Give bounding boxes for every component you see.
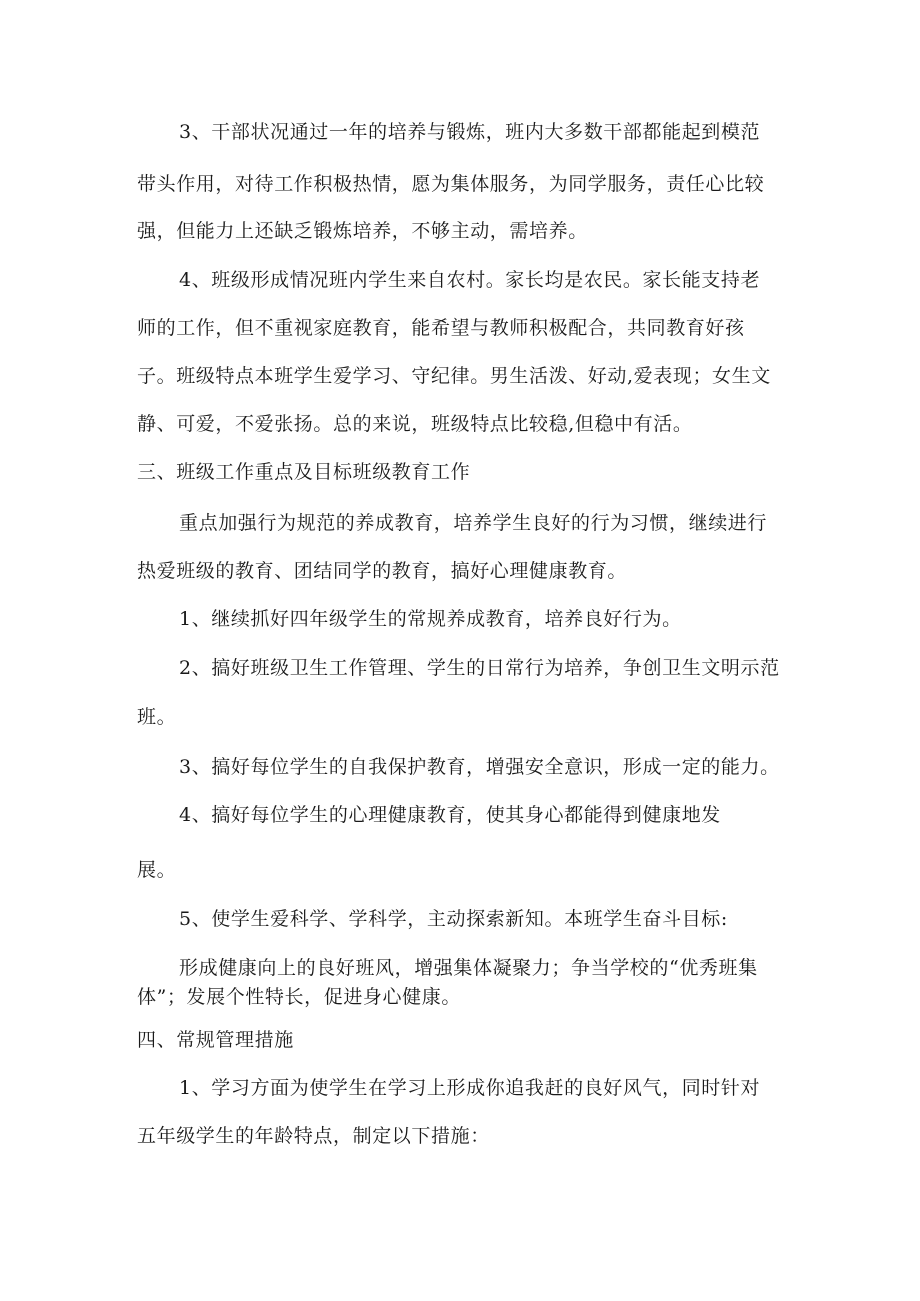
list-item: 4、搞好每位学生的心理健康教育，使其身心都能得到健康地发: [179, 804, 721, 826]
list-item: 2、搞好班级卫生工作管理、学生的日常行为培养，争创卫生文明示范: [179, 657, 780, 679]
paragraph-line: 重点加强行为规范的养成教育，培养学生良好的行为习惯，继续进行: [179, 512, 768, 534]
list-item: 3、搞好每位学生的自我保护教育，增强安全意识，形成一定的能力。: [179, 756, 780, 778]
paragraph-line: 班。: [137, 706, 177, 728]
paragraph-line: 展。: [137, 859, 177, 881]
paragraph-line: 静、可爱，不爱张扬。总的来说，班级特点比较稳,但稳中有活。: [137, 413, 693, 435]
list-item: 1、继续抓好四年级学生的常规养成教育，培养良好行为。: [179, 608, 682, 630]
paragraph-line: 带头作用，对待工作积极热情，愿为集体服务，为同学服务，责任心比较: [137, 173, 765, 195]
paragraph-line: 强，但能力上还缺乏锻炼培养，不够主动，需培养。: [137, 220, 588, 242]
list-item: 1、学习方面为使学生在学习上形成你追我赶的良好风气，同时针对: [179, 1077, 761, 1099]
section-heading: 三、班级工作重点及目标班级教育工作: [137, 461, 471, 483]
paragraph-line: 五年级学生的年龄特点，制定以下措施：: [137, 1125, 490, 1147]
paragraph-line: 子。班级特点本班学生爱学习、守纪律。男生活泼、好动,爱表现；女生文: [137, 365, 771, 387]
paragraph-line: 4、班级形成情况班内学生来自农村。家长均是农民。家长能支持老: [179, 269, 761, 291]
paragraph-line: 形成健康向上的良好班风，增强集体凝聚力；争当学校的“优秀班集: [179, 957, 758, 979]
list-item: 5、使学生爱科学、学科学，主动探索新知。本班学生奋斗目标:: [179, 908, 728, 930]
paragraph-line: 热爱班级的教育、团结同学的教育，搞好心理健康教育。: [137, 560, 628, 582]
section-heading: 四、常规管理措施: [137, 1029, 294, 1051]
paragraph-line: 3、干部状况通过一年的培养与锻炼，班内大多数干部都能起到模范: [179, 121, 761, 143]
paragraph-line: 师的工作，但不重视家庭教育，能希望与教师积极配合，共同教育好孩: [137, 317, 745, 339]
paragraph-line: 体”；发展个性特长，促进身心健康。: [137, 986, 461, 1008]
